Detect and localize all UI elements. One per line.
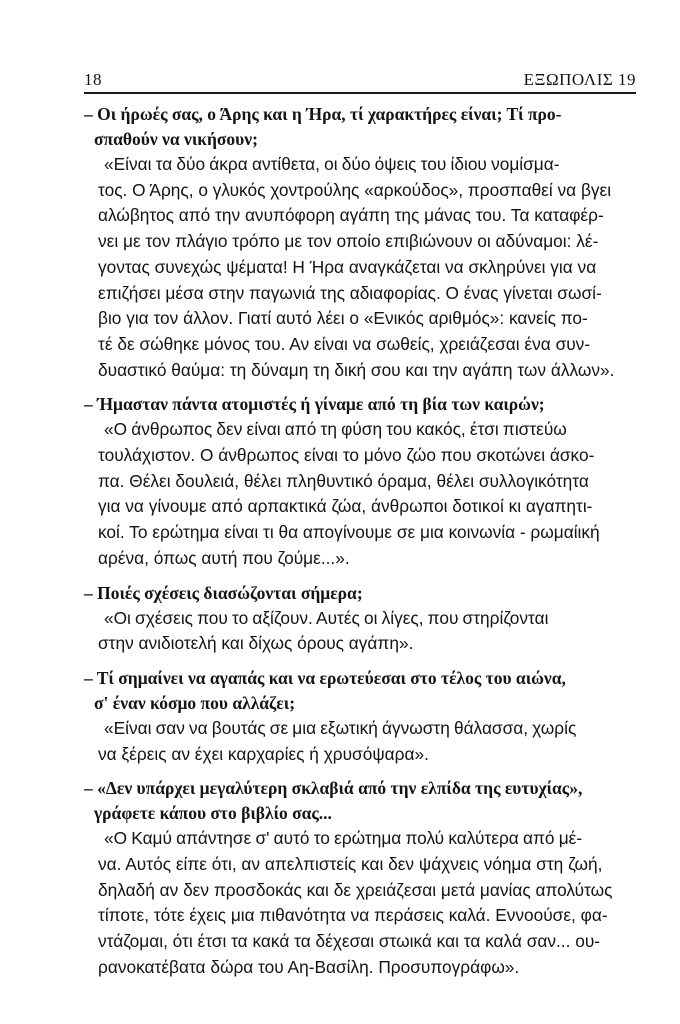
answer-line: ρανοκατέβατα δώρα του Αη-Βασίλη. Προσυπογράφω». bbox=[98, 956, 520, 977]
question-line: σπαθούν να νικήσουν; bbox=[94, 129, 258, 149]
answer-line: νει με τον πλάγιο τρόπο με τον οποίο επιβιώνουν οι αδύναμοι: λέ- bbox=[98, 231, 599, 252]
question-line: – Τί σημαίνει να αγαπάς και να ερωτεύεσαι στο τέλος του αιώνα, bbox=[84, 667, 566, 688]
answer-line: πα. Θέλει δουλειά, θέλει πληθυντικό όραμα, θέλει συλλογικότητα bbox=[98, 470, 589, 491]
book-page bbox=[84, 70, 636, 990]
answer-line: στην ανιδιοτελή και δίχως όρους αγάπη». bbox=[98, 633, 414, 654]
answer-line: τος. Ο Άρης, ο γλυκός χοντρούλης «αρκούδος», προσπαθεί να βγει bbox=[98, 179, 612, 200]
interview-question bbox=[84, 666, 636, 716]
running-title: ΕΞΩΠΟΛΙΣ 19 bbox=[523, 70, 636, 89]
interview-answer bbox=[84, 716, 636, 767]
interview-answer bbox=[84, 417, 636, 571]
question-line: – Οι ήρωές σας, ο Άρης και η Ήρα, τί χαρακτήρες είναι; Τί προ- bbox=[84, 104, 562, 124]
answer-line: επιζήσει μέσα στην παγωνιά της αδιαφορίας. Ο ένας γίνεται σωσί- bbox=[98, 282, 602, 303]
interview-answer bbox=[84, 826, 636, 980]
question-line: σ' έναν κόσμο που αλλάζει; bbox=[94, 692, 296, 713]
interview-answer bbox=[84, 152, 636, 383]
answer-line: δυαστικό θαύμα: τη δύναμη τη δική σου και την αγάπη των άλλων». bbox=[98, 359, 615, 380]
answer-line: αρένα, όπως αυτή που ζούμε...». bbox=[98, 547, 350, 568]
answer-line: αλώβητος από την ανυπόφορη αγάπη της μάνας του. Τα καταφέρ- bbox=[98, 205, 604, 226]
answer-line: «Είναι τα δύο άκρα αντίθετα, οι δύο όψεις του ίδιου νομίσμα- bbox=[104, 154, 560, 174]
interview-answer bbox=[84, 606, 636, 657]
answer-line: γοντας συνεχώς ψέματα! Η Ήρα αναγκάζεται να σκληρύνει για να bbox=[98, 256, 597, 277]
interview-block bbox=[84, 666, 636, 767]
interview-block bbox=[84, 392, 636, 571]
interview-question bbox=[84, 776, 636, 826]
answer-line: να ξέρεις αν έχει καρχαρίες ή χρυσόψαρα». bbox=[98, 743, 429, 764]
question-line: – «Δεν υπάρχει μεγαλύτερη σκλαβιά από την ελπίδα της ευτυχίας», bbox=[84, 778, 583, 799]
question-line: γράφετε κάπου στο βιβλίο σας... bbox=[94, 803, 332, 824]
interview-block bbox=[84, 102, 636, 383]
answer-line: τουλάχιστον. Ο άνθρωπος είναι το μόνο ζώο που σκοτώνει άσκο- bbox=[98, 445, 595, 466]
answer-line: δηλαδή αν δεν προσδοκάς και δε χρειάζεσαι μετά μανίας απολύτως bbox=[98, 879, 613, 900]
answer-line: τέ δε σώθηκε μόνος του. Αν είναι να σωθείς, χρειάζεσαι ένα συν- bbox=[98, 333, 591, 354]
answer-line: «Οι σχέσεις που το αξίζουν. Αυτές οι λίγες, που στηρίζονται bbox=[104, 607, 549, 628]
page-number: 18 bbox=[84, 70, 102, 89]
interview-body bbox=[84, 102, 636, 981]
header-rule bbox=[84, 92, 636, 94]
running-header bbox=[84, 70, 636, 92]
interview-question bbox=[84, 581, 636, 606]
interview-question bbox=[84, 392, 636, 417]
answer-line: να. Αυτός είπε ότι, αν απελπιστείς και δεν ψάχνεις νόημα στη ζωή, bbox=[98, 854, 603, 875]
answer-line: «Ο Καμύ απάντησε σ' αυτό το ερώτημα πολύ καλύτερα από μέ- bbox=[104, 828, 583, 849]
answer-line: «Είναι σαν να βουτάς σε μια εξωτική άγνωστη θάλασσα, χωρίς bbox=[104, 717, 577, 738]
interview-block bbox=[84, 581, 636, 657]
answer-line: για να γίνουμε από αρπακτικά ζώα, άνθρωποι δοτικοί κι αγαπητι- bbox=[98, 496, 593, 517]
question-line: – Ποιές σχέσεις διασώζονται σήμερα; bbox=[84, 582, 363, 603]
interview-block bbox=[84, 776, 636, 980]
answer-line: τίποτε, τότε έχεις μια πιθανότητα να περάσεις καλά. Εννοούσε, φα- bbox=[98, 905, 608, 926]
answer-line: κοί. Το ερώτημα είναι τι θα απογίνουμε σε μια κοινωνία - ρωμαίική bbox=[98, 522, 600, 543]
question-line: – Ήμασταν πάντα ατομιστές ή γίναμε από τη βία των καιρών; bbox=[84, 394, 545, 415]
interview-question bbox=[84, 102, 636, 152]
answer-line: βιο για τον άλλον. Γιατί αυτό λέει ο «Ενικός αριθμός»: κανείς πο- bbox=[98, 308, 588, 329]
answer-line: ντάζομαι, ότι έτσι τα κακά τα δέχεσαι στωικά και τα καλά σαν... ου- bbox=[98, 931, 601, 952]
answer-line: «Ο άνθρωπος δεν είναι από τη φύση του κακός, έτσι πιστεύω bbox=[104, 419, 567, 440]
